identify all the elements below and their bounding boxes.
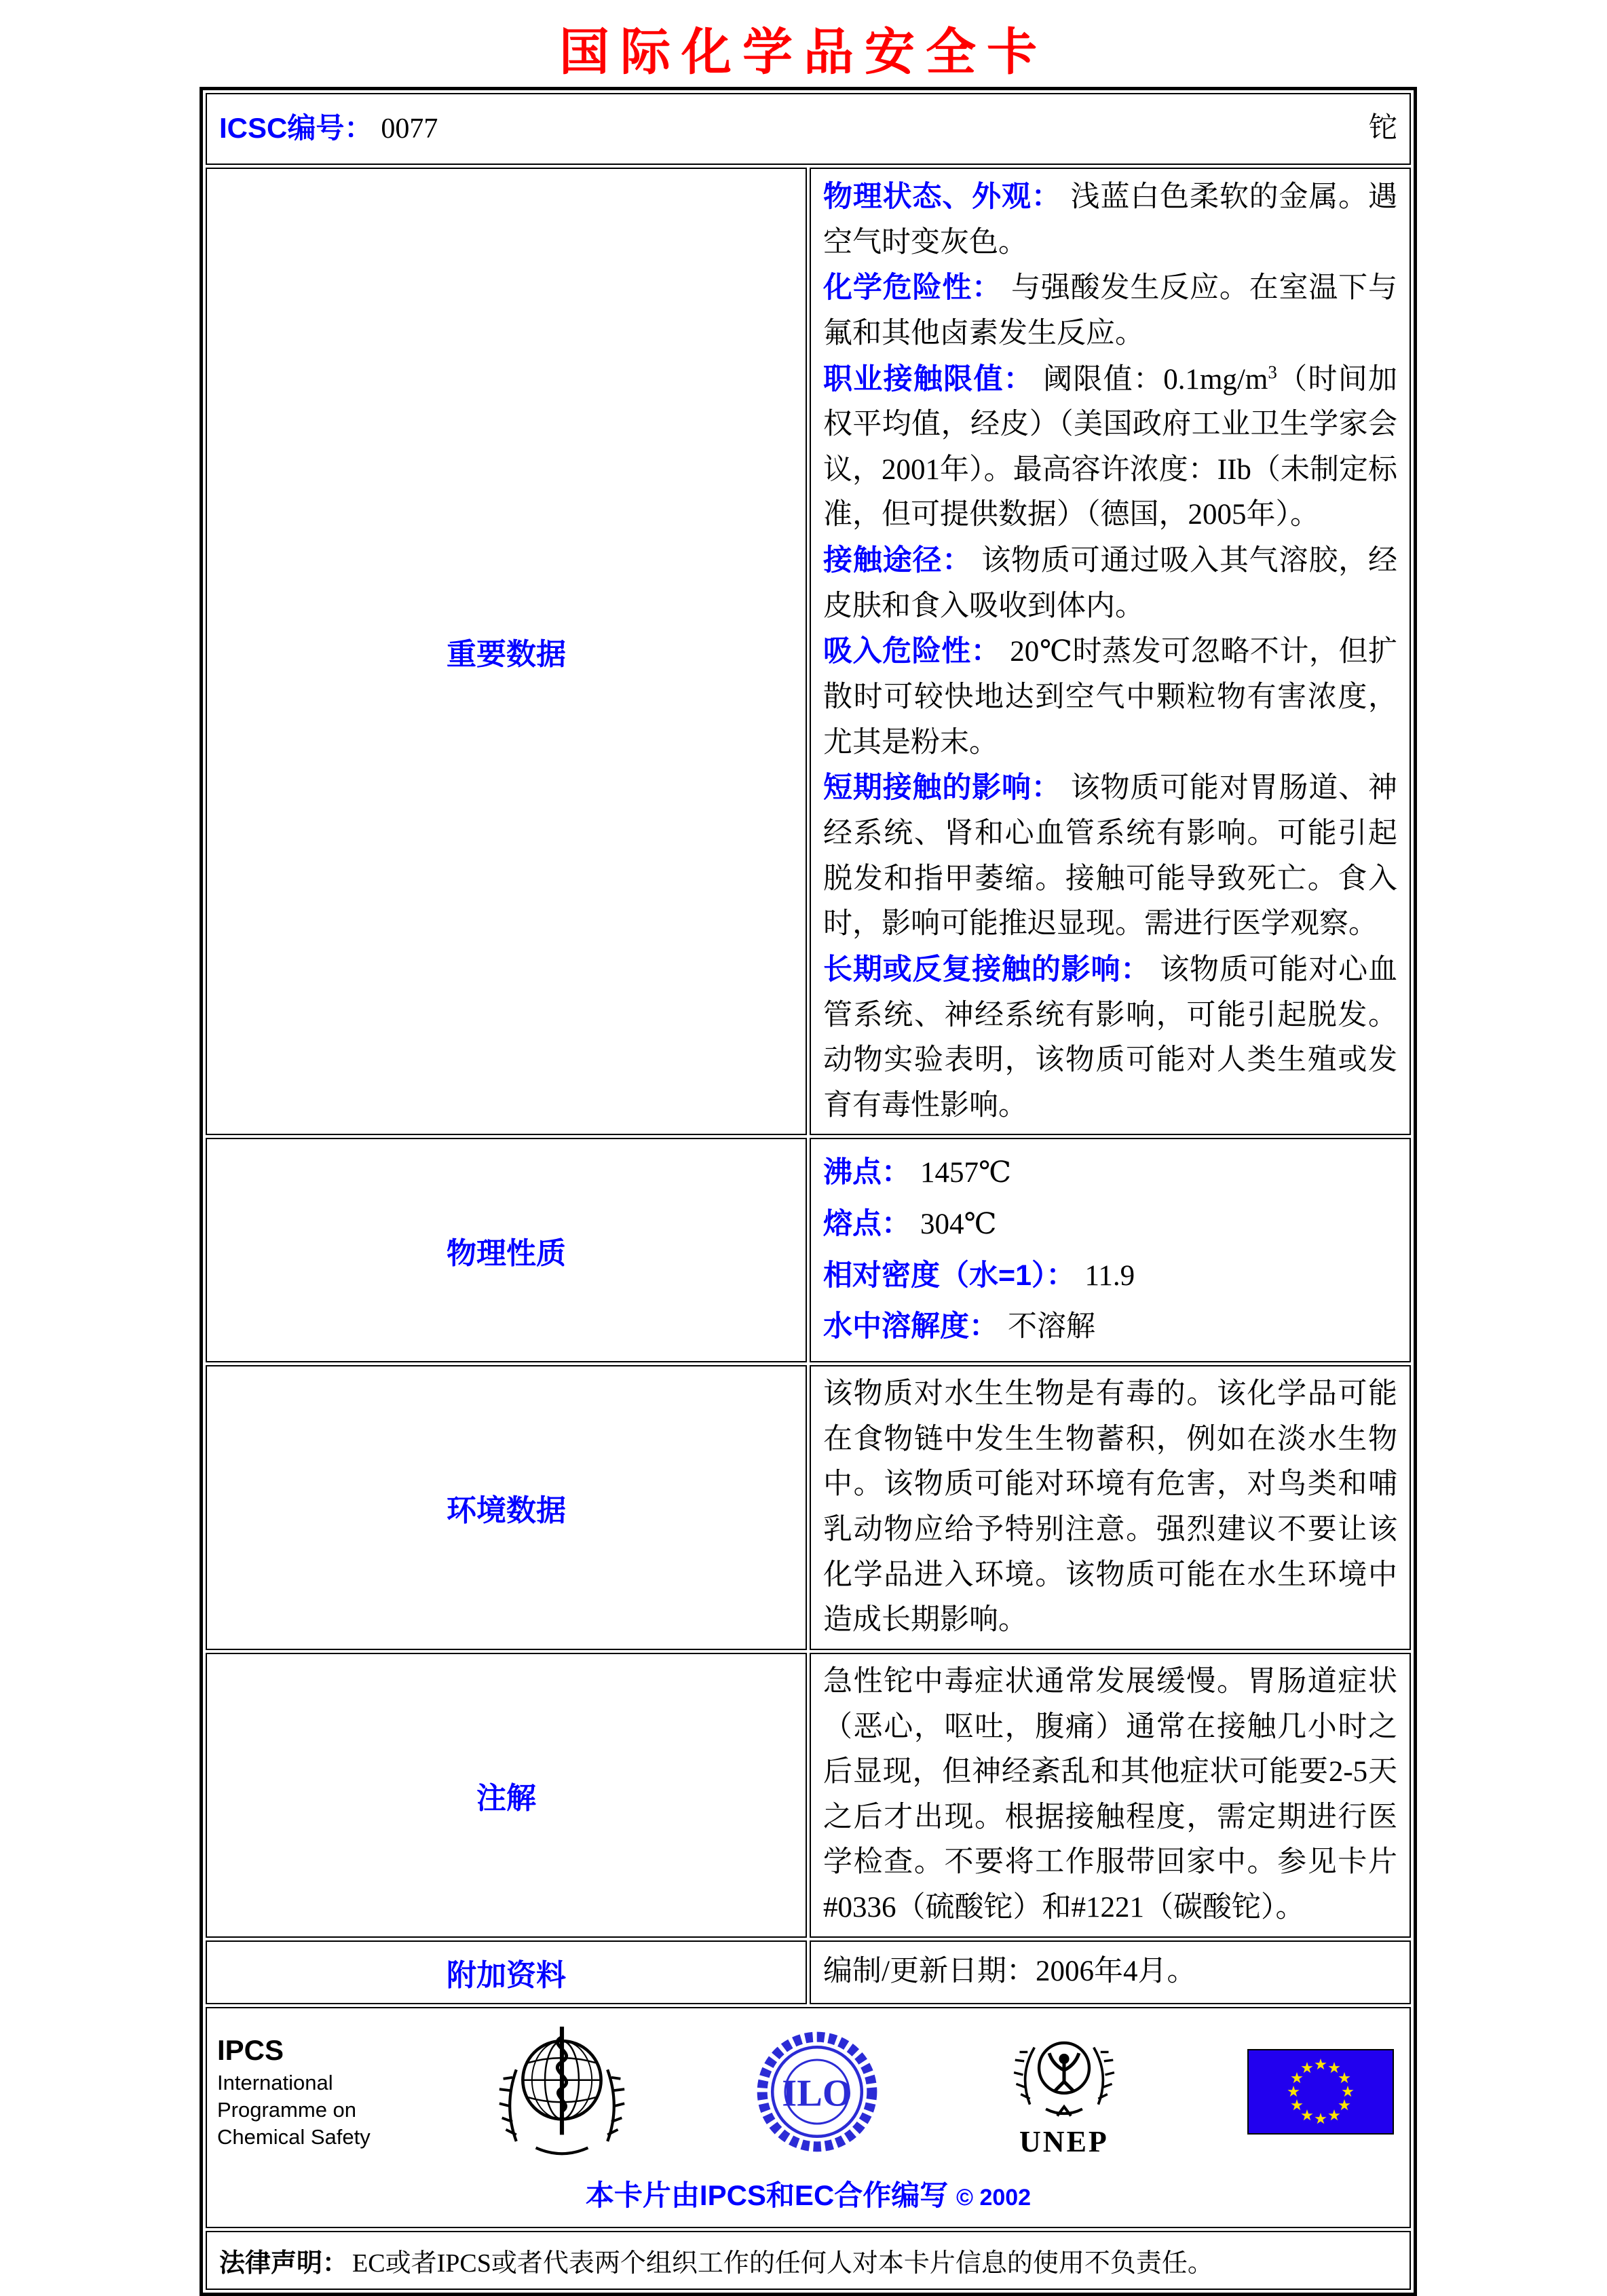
- section-content-additional-information: [810, 1940, 1411, 2004]
- section-label-notes: 注解: [206, 1653, 807, 1938]
- field-value: 304℃: [920, 1208, 997, 1241]
- ipcs-line: Programme on: [217, 2097, 357, 2122]
- caption-year: © 2002: [956, 2184, 1032, 2211]
- field-label: 长期或反复接触的影响：: [823, 953, 1151, 986]
- icsc-number-value: 0077: [381, 113, 438, 145]
- field-row-short-term-effects: [823, 765, 1397, 947]
- eu-flag-icon: [1247, 2049, 1394, 2135]
- field-value: 不溶解: [1008, 1311, 1095, 1343]
- section-content-environmental-data: [810, 1365, 1411, 1650]
- caption-text: 本卡片由IPCS和EC合作编写: [585, 2179, 949, 2211]
- field-value: （时间加权平均值，经皮）（美国政府工业卫生学家会议，2001年）。最高容许浓度：IIb（未制定标准，但可提供数据）（德国，2005年）。: [823, 363, 1398, 531]
- section-row-environmental-data: [206, 1365, 1411, 1650]
- section-content-notes: [810, 1653, 1411, 1938]
- section-row-physical-properties: [206, 1138, 1411, 1362]
- field-row-physical-state: [823, 174, 1397, 265]
- section-label-environmental-data: 环境数据: [206, 1365, 807, 1650]
- superscript: 3: [1268, 362, 1277, 383]
- field-value: 浅蓝白色柔软的金属。遇空气时变灰色。: [823, 181, 1398, 259]
- section-label-important-data: 重要数据: [206, 168, 807, 1135]
- field-value: 20℃时蒸发可忽略不计，但扩散时可较快地达到空气中颗粒物有害浓度，尤其是粉末。: [823, 636, 1397, 759]
- icsc-number-group: [219, 106, 438, 151]
- logos-cell: [206, 2007, 1411, 2228]
- ipcs-title: IPCS: [217, 2033, 284, 2066]
- legal-text: EC或者IPCS或者代表两个组织工作的任何人对本卡片信息的使用不负责任。: [352, 2249, 1213, 2278]
- field-label: 水中溶解度：: [823, 1310, 998, 1343]
- field-row-routes-of-exposure: [823, 538, 1397, 629]
- ipcs-wordmark: [217, 2032, 371, 2151]
- icsc-card-table: [200, 87, 1417, 2296]
- field-label: 相对密度（水=1）：: [823, 1259, 1076, 1292]
- section-row-notes: [206, 1653, 1411, 1938]
- field-label: 职业接触限值：: [823, 362, 1034, 396]
- section-text: 编制/更新日期：2006年4月。: [823, 1955, 1196, 1988]
- icsc-number-label: ICSC编号：: [219, 112, 373, 145]
- header-row: [206, 93, 1411, 165]
- field-label: 沸点：: [823, 1156, 911, 1189]
- unep-logo-block: [1007, 2025, 1121, 2159]
- page-title: 国际化学品安全卡: [559, 24, 1048, 80]
- field-value: 与强酸发生反应。在室温下与氟和其他卤素发生反应。: [823, 272, 1397, 349]
- ipcs-line: Chemical Safety: [217, 2125, 371, 2149]
- header-cell: [206, 93, 1411, 165]
- field-row-long-term-effects: [823, 947, 1397, 1129]
- ilo-letters: ILO: [782, 2072, 852, 2115]
- section-label-additional-information: 附加资料: [206, 1940, 807, 2004]
- section-label-physical-properties: 物理性质: [206, 1138, 807, 1362]
- who-icon: [497, 2020, 627, 2164]
- field-row-chemical-dangers: [823, 265, 1397, 356]
- legal-label: 法律声明：: [219, 2249, 349, 2278]
- section-row-additional-information: [206, 1940, 1411, 2004]
- legal-row: [206, 2231, 1411, 2290]
- field-label: 化学危险性：: [823, 271, 1002, 305]
- cooperation-caption: [208, 2173, 1409, 2214]
- field-value: 该物质可能对胃肠道、神经系统、肾和心血管系统有影响。可能引起脱发和指甲萎缩。接触可能导致死亡。食入时，影响可能推迟显现。需进行医学观察。: [823, 772, 1398, 940]
- field-row-melting-point: [823, 1202, 1397, 1248]
- field-value: 该物质可能对心血管系统、神经系统有影响，可能引起脱发。动物实验表明，该物质可能对人类生殖或发育有毒性影响。: [823, 953, 1398, 1122]
- field-label: 物理状态、外观：: [823, 180, 1061, 213]
- legal-notice: [206, 2231, 1411, 2290]
- field-value: 1457℃: [920, 1157, 1012, 1189]
- ipcs-line: International: [217, 2070, 333, 2094]
- field-value: 该物质可通过吸入其气溶胶，经皮肤和食入吸收到体内。: [823, 545, 1398, 622]
- section-content-important-data: [810, 168, 1411, 1135]
- field-label: 熔点：: [823, 1208, 911, 1241]
- field-row-occupational-exposure-limits: [823, 357, 1397, 539]
- field-value: 11.9: [1084, 1259, 1135, 1292]
- field-label: 吸入危险性：: [823, 635, 1001, 668]
- section-text: 急性铊中毒症状通常发展缓慢。胃肠道症状（恶心，呕吐，腹痛）通常在接触几小时之后显现，但神经紊乱和其他症状可能要2-5天之后才出现。根据接触程度，需定期进行医学检查。不要将工作服带回家中。参见卡片#0336（硫酸铊）和#1221（碳酸铊）。: [823, 1665, 1397, 1924]
- field-value: 阈限值：0.1mg/m: [1043, 363, 1268, 396]
- section-text: 该物质对水生生物是有毒的。该化学品可能在食物链中发生生物蓄积，例如在淡水生物中。该物质可能对环境有危害，对鸟类和哺乳动物应给予特别注意。强烈建议不要让该化学品进入环境。该物质可能在水生环境中造成长期影响。: [823, 1378, 1397, 1637]
- field-row-inhalation-risk: [823, 629, 1397, 765]
- field-row-water-solubility: [823, 1304, 1397, 1350]
- logos-strip: [208, 2009, 1409, 2164]
- field-row-relative-density: [823, 1253, 1397, 1299]
- logos-row: [206, 2007, 1411, 2228]
- substance-name: 铊: [1368, 113, 1397, 145]
- section-content-physical-properties: [810, 1138, 1411, 1362]
- unep-wordmark: UNEP: [1019, 2124, 1109, 2158]
- field-label: 短期接触的影响：: [823, 771, 1061, 805]
- field-label: 接触途径：: [823, 544, 972, 577]
- ilo-icon: [753, 2025, 881, 2159]
- field-row-boiling-point: [823, 1150, 1397, 1196]
- section-row-important-data: [206, 168, 1411, 1135]
- unep-icon: [1007, 2025, 1121, 2125]
